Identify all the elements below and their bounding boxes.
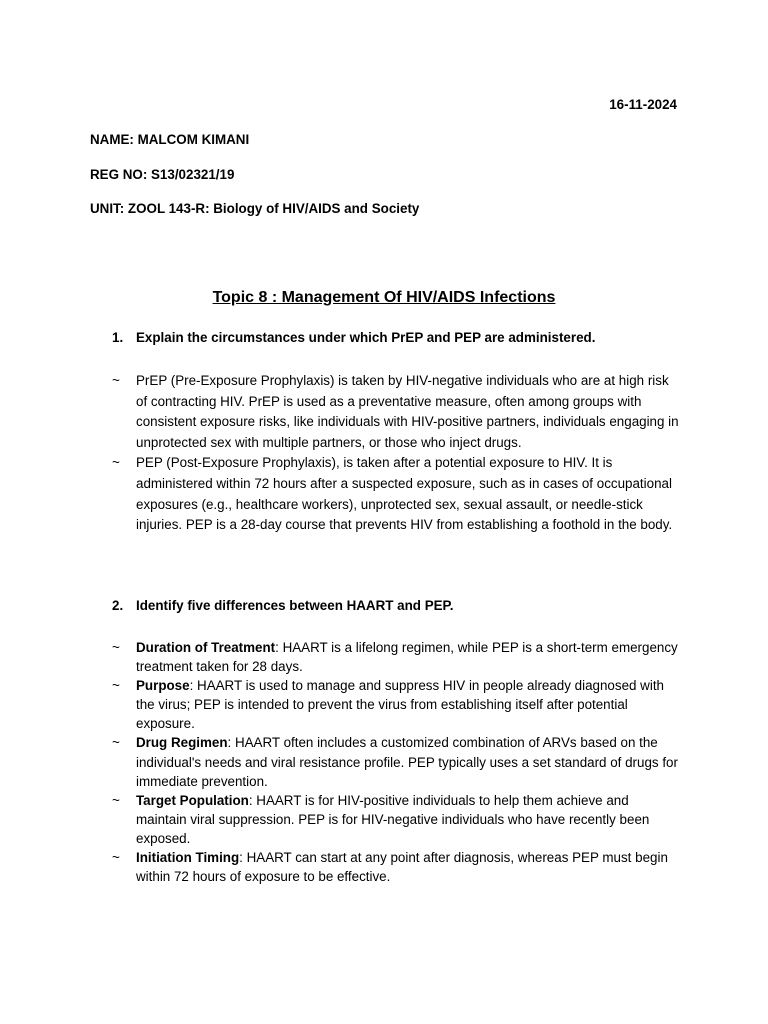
bullet-tilde-icon: ~: [112, 640, 120, 655]
question-1-number: 1.: [112, 330, 124, 345]
difference-term: Drug Regimen: [136, 735, 228, 751]
list-item: [112, 371, 682, 453]
difference-term: Duration of Treatment: [136, 640, 276, 655]
topic-title: Topic 8 : Management Of HIV/AIDS Infections: [212, 289, 556, 306]
question-2: [112, 598, 453, 613]
difference-text: : HAART is used to manage and suppress HIV in people already diagnosed with the virus; PEP is intended to prevent the virus from establishing itself after potential exposure.: [136, 678, 664, 732]
list-item: [112, 453, 682, 535]
difference-text: : HAART is for HIV-positive individuals to help them achieve and maintain viral suppression. PEP is for HIV-negative individuals who have recently been exposed.: [136, 792, 650, 846]
bullet-tilde-icon: ~: [112, 373, 120, 388]
question-2-number: 2.: [112, 598, 124, 613]
bullet-tilde-icon: ~: [112, 850, 120, 866]
question-1-answer-list: [112, 371, 682, 536]
difference-text: : HAART can start at any point after diagnosis, whereas PEP must begin within 72 hours of exposure to be effective.: [136, 850, 668, 885]
document-date: 16-11-2024: [609, 97, 677, 112]
list-item: [112, 638, 682, 676]
list-item: [112, 791, 682, 848]
unit-info: [90, 201, 419, 216]
difference-text: : HAART often includes a customized combination of ARVs based on the individual's needs and viral resistance profile. PEP typically uses a set standard of drugs for immediate prevention.: [136, 735, 678, 789]
bullet-tilde-icon: ~: [112, 735, 120, 751]
answer-text: PrEP (Pre-Exposure Prophylaxis) is taken by HIV-negative individuals who are at high risk of contracting HIV. PrEP is used as a preventative measure, often among groups with consistent exposure risks, like individuals with HIV-positive partners, individuals engaging in unprotected sex with multiple partners, or those who inject drugs.: [136, 373, 679, 450]
registration-number: REG NO: S13/02321/19: [90, 167, 235, 182]
difference-term: Purpose: [136, 678, 190, 694]
difference-term: Initiation Timing: [136, 850, 240, 866]
question-1-text: Explain the circumstances under which PrEP and PEP are administered.: [136, 330, 596, 345]
bullet-tilde-icon: ~: [112, 792, 120, 808]
list-item: [112, 676, 682, 733]
question-1: [112, 330, 595, 345]
question-2-answer-list: [112, 638, 682, 886]
bullet-tilde-icon: ~: [112, 455, 120, 471]
answer-text: PEP (Post-Exposure Prophylaxis), is taken after a potential exposure to HIV. It is administered within 72 hours after a suspected exposure, such as in cases of occupational exposures (e.g., healthcare workers), unprotected sex, sexual assault, or needle-stick injuries. PEP is a 28-day course that prevents HIV from establishing a foothold in the body.: [136, 455, 673, 533]
difference-text: : HAART is a lifelong regimen, while PEP is a short-term emergency treatment taken for 28 days.: [136, 640, 678, 675]
bullet-tilde-icon: ~: [112, 678, 120, 694]
difference-term: Target Population: [136, 792, 249, 808]
list-item: [112, 848, 682, 886]
unit-label: UNIT: ZOOL 143-R: Biology of HIV/AIDS and Society: [90, 201, 420, 216]
list-item: [112, 733, 682, 790]
question-2-text: Identify five differences between HAART and PEP.: [136, 598, 454, 613]
student-name: NAME: MALCOM KIMANI: [90, 132, 250, 147]
